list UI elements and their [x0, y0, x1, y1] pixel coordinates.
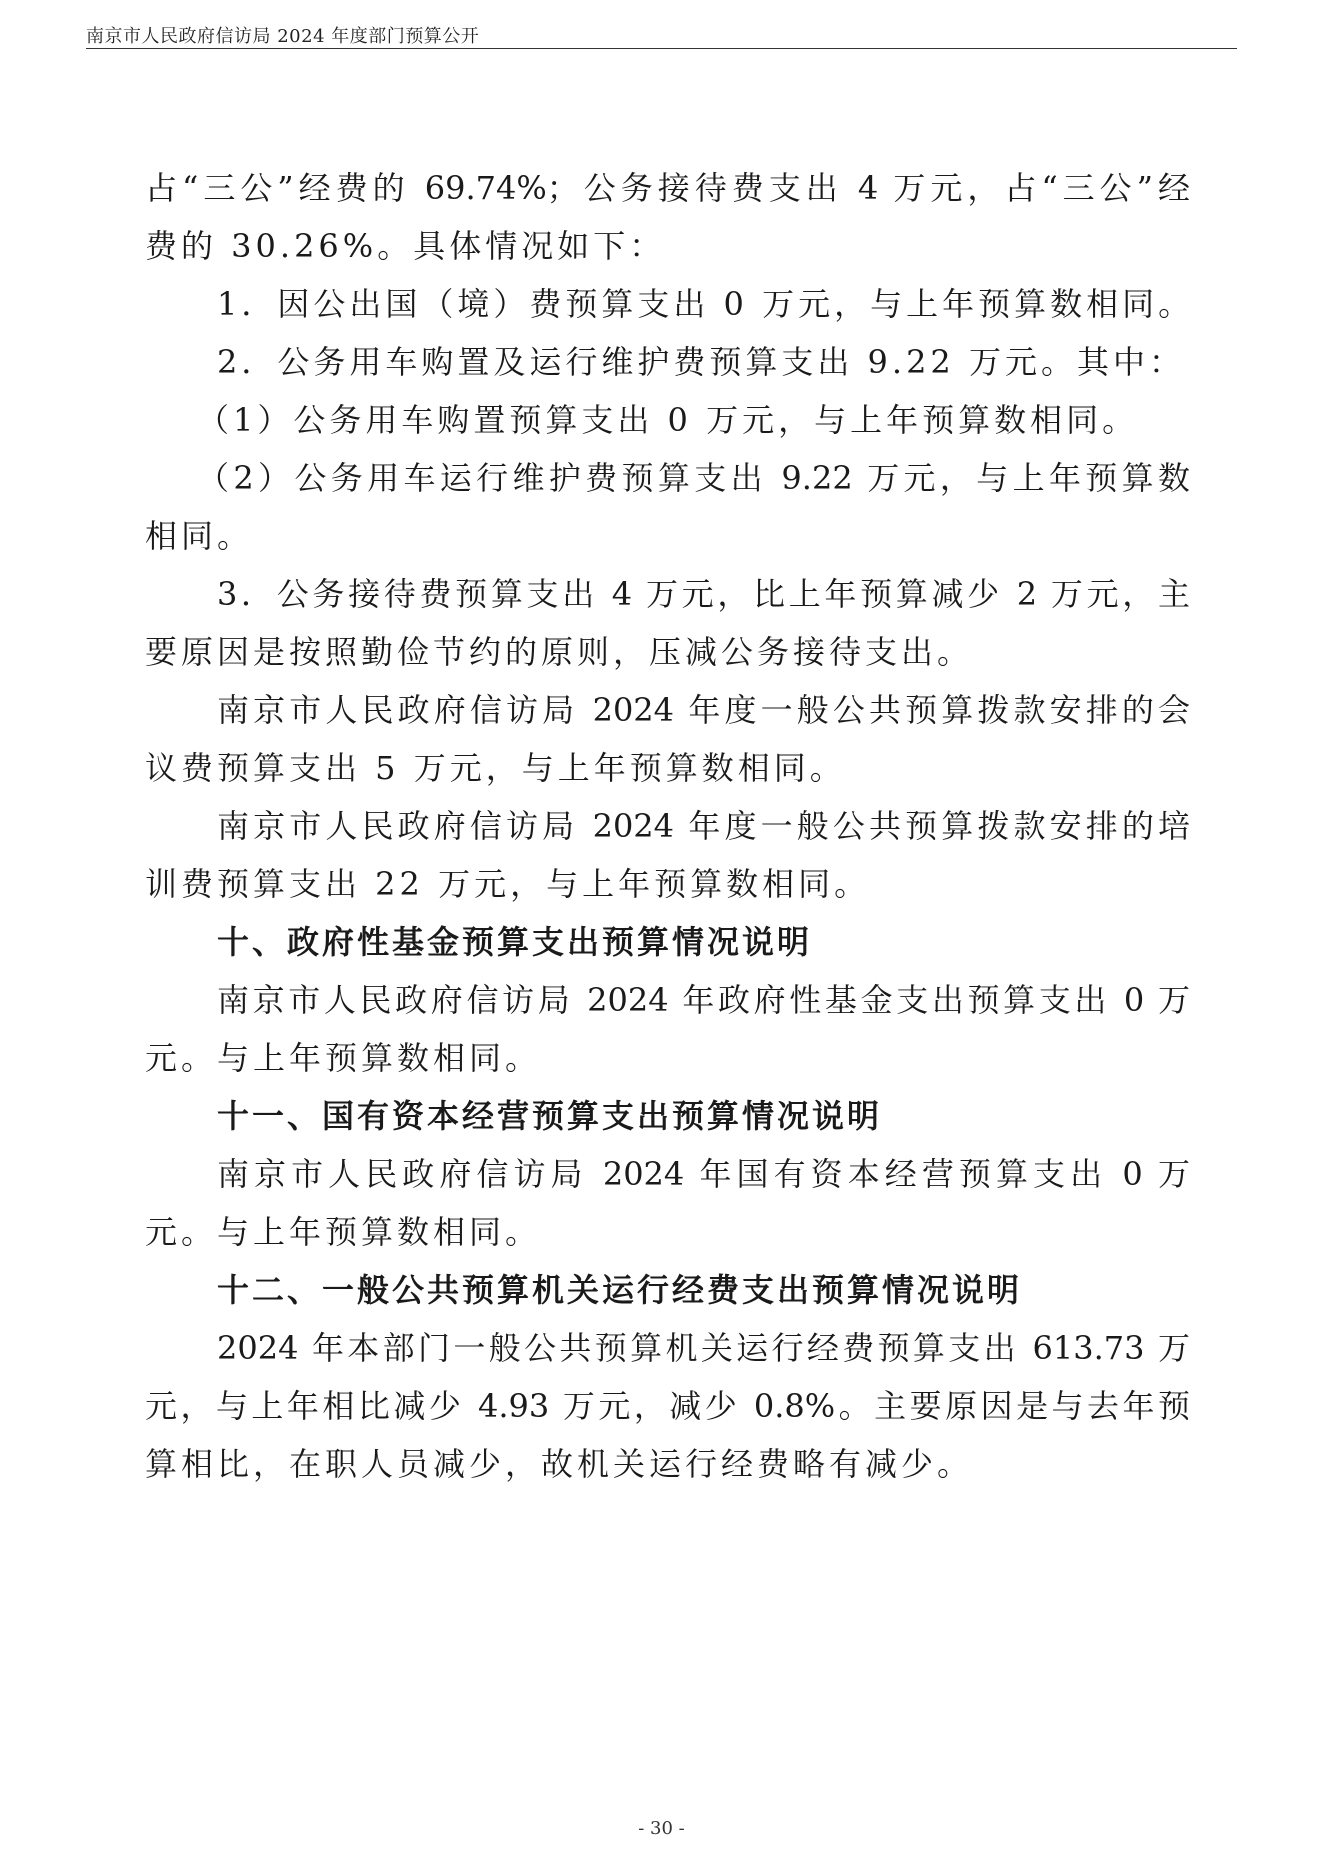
- section-heading: 十、政府性基金预算支出预算情况说明: [217, 923, 813, 961]
- paragraph-line: 2024 年本部门一般公共预算机关运行经费预算支出 613.73 万: [217, 1329, 1190, 1367]
- header-rule: [86, 48, 1237, 49]
- paragraph-line: 南京市人民政府信访局 2024 年政府性基金支出预算支出 0 万: [217, 981, 1190, 1019]
- text-line: 要原因是按照勤俭节约的原则，压减公务接待支出。: [145, 633, 974, 671]
- text-line: 元，与上年相比减少 4.93 万元，减少 0.8%。主要原因是与去年预: [145, 1387, 1190, 1425]
- list-item: 3．公务接待费预算支出 4 万元，比上年预算减少 2 万元，主: [217, 575, 1190, 613]
- page-number: - 30 -: [638, 1818, 685, 1839]
- list-subitem: （1）公务用车购置预算支出 0 万元，与上年预算数相同。: [197, 401, 1139, 439]
- text-line: 议费预算支出 5 万元，与上年预算数相同。: [145, 749, 846, 787]
- text-line: 相同。: [145, 517, 254, 555]
- text-line: 元。与上年预算数相同。: [145, 1039, 542, 1077]
- list-item: 1．因公出国（境）费预算支出 0 万元，与上年预算数相同。: [217, 285, 1195, 323]
- text-line: 算相比，在职人员减少，故机关运行经费略有减少。: [145, 1445, 974, 1483]
- page-header: 南京市人民政府信访局 2024 年度部门预算公开: [86, 26, 480, 47]
- text-line: 占“三公”经费的 69.74%；公务接待费支出 4 万元，占“三公”经: [145, 169, 1190, 207]
- text-line: 训费预算支出 22 万元，与上年预算数相同。: [145, 865, 871, 903]
- paragraph-line: 南京市人民政府信访局 2024 年度一般公共预算拨款安排的培: [217, 807, 1190, 845]
- paragraph-line: 南京市人民政府信访局 2024 年国有资本经营预算支出 0 万: [217, 1155, 1190, 1193]
- section-heading: 十二、一般公共预算机关运行经费支出预算情况说明: [217, 1271, 1023, 1309]
- paragraph-line: 南京市人民政府信访局 2024 年度一般公共预算拨款安排的会: [217, 691, 1190, 729]
- text-line: 元。与上年预算数相同。: [145, 1213, 542, 1251]
- list-subitem: （2）公务用车运行维护费预算支出 9.22 万元，与上年预算数: [197, 459, 1190, 497]
- list-item: 2．公务用车购置及运行维护费预算支出 9.22 万元。其中：: [217, 343, 1185, 381]
- section-heading: 十一、国有资本经营预算支出预算情况说明: [217, 1097, 883, 1135]
- text-line: 费的 30.26%。具体情况如下：: [145, 227, 666, 265]
